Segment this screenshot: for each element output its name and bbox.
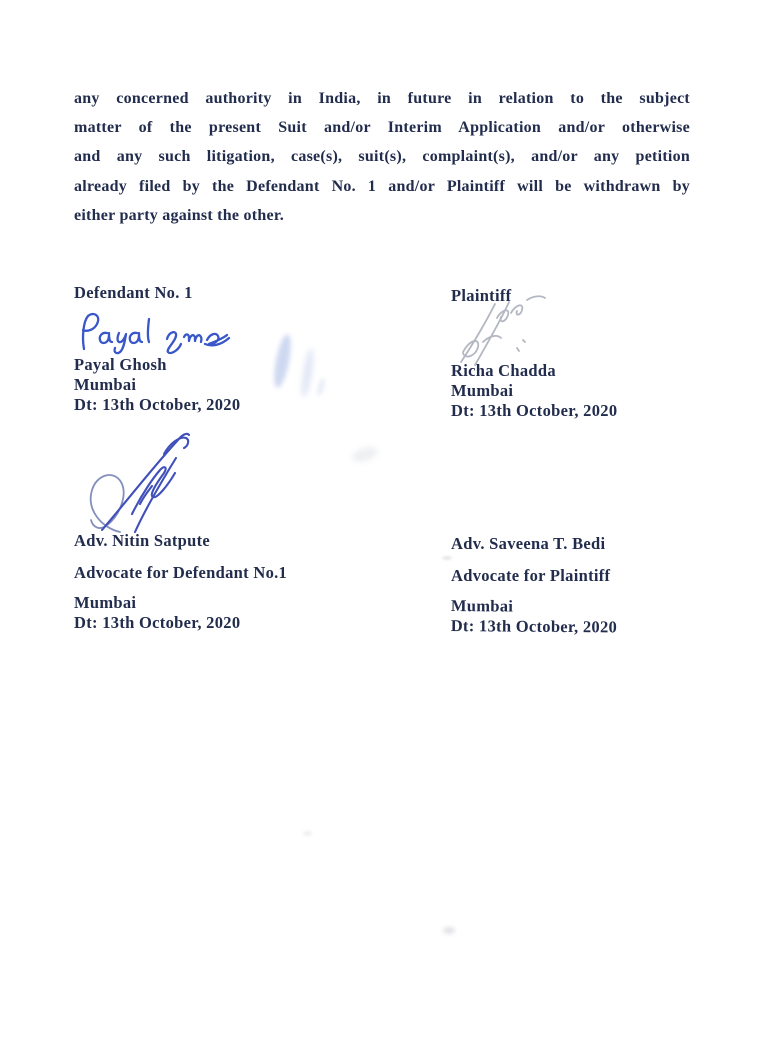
payal-ghosh-signature [75,310,233,356]
paragraph-line: already filed by the Defendant No. 1 and/or Plaintiff will be withdrawn by [74,177,690,195]
defendant-heading: Defendant No. 1 [74,283,193,302]
plaintiff-date: Dt: 13th October, 2020 [451,401,618,420]
scan-smudge [443,927,455,934]
scan-smudge [351,444,380,464]
defendant-advocate-date: Dt: 13th October, 2020 [74,613,241,632]
scan-smudge [303,831,312,836]
paragraph-line: and any such litigation, case(s), suit(s), complaint(s), and/or any petition [74,148,690,166]
plaintiff-advocate-city: Mumbai [450,596,514,616]
plaintiff-advocate-name: Adv. Saveena T. Bedi [451,534,606,553]
defendant-advocate-city: Mumbai [74,593,137,612]
ink-smudge [316,378,326,397]
paragraph-line: matter of the present Suit and/or Interim Application and/or otherwise [74,119,690,137]
defendant-name: Payal Ghosh [74,355,167,374]
plaintiff-advocate-details [451,596,618,637]
defendant-advocate-details [74,593,240,633]
ink-smudge [299,348,316,399]
plaintiff-city: Mumbai [451,381,514,400]
scan-smudge [442,556,452,560]
plaintiff-details [451,361,617,421]
defendant-advocate-role: Advocate for Defendant No.1 [74,563,288,582]
plaintiff-name: Richa Chadda [451,361,556,380]
defendant-advocate-name: Adv. Nitin Satpute [74,531,211,550]
body-paragraph [74,84,690,230]
nitin-satpute-signature [80,428,212,538]
plaintiff-advocate-date: Dt: 13th October, 2020 [450,615,618,637]
paragraph-line: either party against the other. [74,206,284,224]
ink-smudge [271,333,294,388]
defendant-city: Mumbai [74,375,137,394]
paragraph-line: any concerned authority in India, in future in relation to the subject [74,90,690,107]
plaintiff-heading: Plaintiff [451,286,512,305]
plaintiff-advocate-role: Advocate for Plaintiff [451,566,611,585]
defendant-details [74,355,240,415]
richa-chadda-signature [453,292,555,368]
defendant-date: Dt: 13th October, 2020 [74,395,241,414]
